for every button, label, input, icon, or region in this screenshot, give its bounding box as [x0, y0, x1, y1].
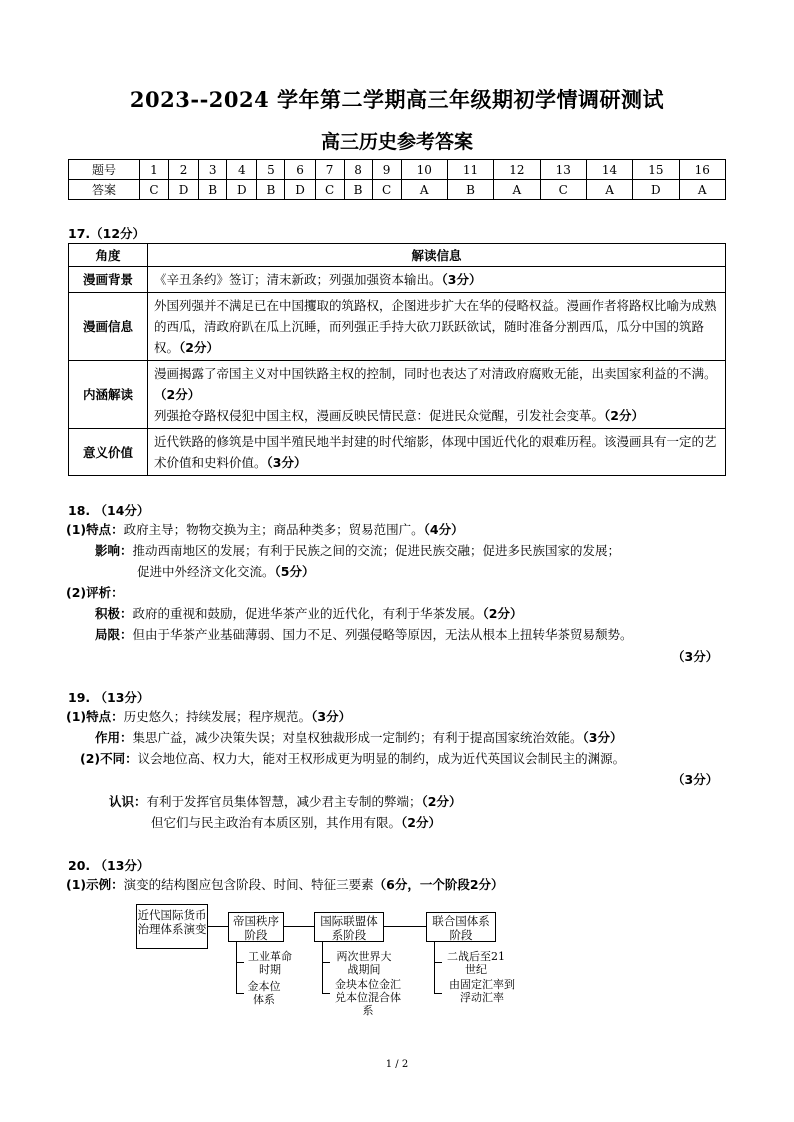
- answer-cell: B: [199, 180, 227, 200]
- q19-line: [109, 791, 461, 812]
- q17-row-key: 内涵解读: [69, 361, 148, 429]
- diagram-connector: [384, 926, 426, 927]
- q18-label: 局限：: [95, 627, 133, 642]
- q18-text: 促进中外经济文化交流。: [137, 564, 275, 579]
- question-number-cell: 3: [199, 160, 227, 180]
- diagram-leaf: 两次世界大战期间: [336, 950, 392, 976]
- answer-cell: B: [447, 180, 493, 200]
- q17-table: [68, 243, 726, 476]
- q19-text: 议会地位高、权力大，能对王权形成更为明显的制约，成为近代英国议会制民主的渊源。: [137, 751, 626, 766]
- q17-row-content: 近代铁路的修筑是中国半殖民地半封建的时代缩影，体现中国近代化的艰难历程。该漫画具有一定的艺术价值和史料价值。: [154, 434, 717, 470]
- q17-row-score: （3分）: [266, 455, 307, 470]
- answer-cell: A: [401, 180, 447, 200]
- q18-label: (2)评析：: [66, 585, 124, 600]
- q17-header-row: [69, 244, 726, 267]
- q17-row: [69, 361, 726, 429]
- q19-label: 认识：: [109, 794, 147, 809]
- q17-row-key: 意义价值: [69, 429, 148, 476]
- q17-row: [69, 429, 726, 476]
- q18-score: （3分）: [672, 649, 719, 664]
- question-number-cell: 11: [447, 160, 493, 180]
- q17-row-content: 外国列强并不满足已在中国攫取的筑路权，企图进步扩大在华的侵略权益。漫画作者将路权比喻为成熟的西瓜，清政府趴在瓜上沉睡，而列强正手持大砍刀跃跃欲试，随时准备分割西瓜，瓜分中国的筑路权。: [154, 298, 717, 355]
- q17-row-text: [148, 293, 726, 361]
- answer-cell: C: [540, 180, 586, 200]
- diagram-leaf: 金本位体系: [247, 980, 281, 1006]
- q19-label: (2)不同：: [80, 751, 138, 766]
- diagram-root-node: 近代国际货币治理体系演变: [136, 904, 208, 949]
- q18-score: （2分）: [482, 606, 523, 621]
- q19-label: 作用：: [95, 730, 133, 745]
- q18-score: （4分）: [423, 522, 464, 537]
- row-label-answer: 答案: [69, 180, 140, 200]
- answer-cell: C: [315, 180, 344, 200]
- page-subtitle: 高三历史参考答案: [320, 131, 473, 153]
- answer-table: [68, 159, 726, 200]
- page-title: 2023--2024 学年第二学期高三年级期初学情调研测试: [129, 87, 665, 112]
- q17-row-key: 漫画背景: [69, 267, 148, 293]
- q20-heading: 20. （13分）: [68, 858, 150, 873]
- question-number-cell: 7: [315, 160, 344, 180]
- question-number-cell: 1: [140, 160, 169, 180]
- diagram-connector: [236, 993, 244, 994]
- q18-score: （5分）: [274, 564, 315, 579]
- q19-line: [95, 727, 622, 748]
- diagram-connector: [434, 962, 442, 963]
- answer-cell: D: [285, 180, 315, 200]
- answer-table-number-row: [69, 160, 726, 180]
- question-number-cell: 6: [285, 160, 315, 180]
- diagram-connector: [236, 942, 237, 994]
- q19-score: （3分）: [582, 730, 623, 745]
- diagram-connector: [322, 962, 330, 963]
- question-number-cell: 16: [679, 160, 725, 180]
- diagram-connector: [434, 993, 442, 994]
- q19-score: （2分）: [401, 815, 441, 830]
- diagram-connector: [208, 926, 229, 927]
- q17-row-text: [148, 267, 726, 293]
- diagram-connector: [434, 942, 435, 994]
- question-number-cell: 15: [633, 160, 679, 180]
- q17-heading: 17.（12分）: [68, 226, 146, 241]
- diagram-stage-node: 帝国秩序阶段: [228, 912, 284, 942]
- q20-line: [66, 874, 504, 895]
- question-number-cell: 5: [257, 160, 285, 180]
- question-number-cell: 10: [401, 160, 447, 180]
- answer-cell: A: [494, 180, 540, 200]
- q19-score: （3分）: [311, 709, 352, 724]
- q17-row: [69, 293, 726, 361]
- q18-text: 政府的重视和鼓励，促进华茶产业的近代化，有利于华茶发展。: [132, 606, 483, 621]
- diagram-connector: [322, 942, 323, 994]
- row-label-number: 题号: [69, 160, 140, 180]
- diagram-connector: [236, 962, 244, 963]
- q19-score: （3分）: [672, 772, 719, 787]
- q19-text: 但它们与民主政治有本质区别，其作用有限。: [151, 815, 402, 830]
- q17-row-content: 漫画揭露了帝国主义对中国铁路主权的控制，同时也表达了对清政府腐败无能，出卖国家利益的不满。: [154, 366, 717, 381]
- q18-line: [137, 561, 314, 582]
- diagram-stage-node: 国际联盟体系阶段: [314, 912, 384, 942]
- q18-text: 但由于华茶产业基础薄弱、国力不足、列强侵略等原因，无法从根本上扭转华茶贸易颓势。: [132, 627, 633, 642]
- diagram-leaf: 工业革命时期: [248, 950, 292, 976]
- q19-line: [66, 706, 351, 727]
- q17-row-content-2: 列强抢夺路权侵犯中国主权，漫画反映民情民意：促进民众觉醒，引发社会变革。: [154, 408, 605, 423]
- q17-row: [69, 267, 726, 293]
- q19-text: 历史悠久；持续发展；程序规范。: [123, 709, 312, 724]
- diagram-stage-node: 联合国体系阶段: [426, 912, 496, 942]
- question-number-cell: 12: [494, 160, 540, 180]
- q18-line: [95, 603, 522, 624]
- q18-text: 推动西南地区的发展；有利于民族之间的交流；促进民族交融；促进多民族国家的发展；: [132, 543, 621, 558]
- q17-row-key: 漫画信息: [69, 293, 148, 361]
- q17-row-text: [148, 361, 726, 429]
- answer-cell: B: [344, 180, 372, 200]
- q19-text: 有利于发挥官员集体智慧，减少君主专制的弊端；: [146, 794, 422, 809]
- q19-line: [672, 769, 718, 790]
- q17-col-info: 解读信息: [148, 244, 726, 267]
- answer-cell: A: [679, 180, 725, 200]
- q19-line: [151, 812, 441, 833]
- diagram-connector: [284, 926, 314, 927]
- question-number-cell: 14: [586, 160, 632, 180]
- diagram-leaf: 金块本位金汇兑本位混合体系: [335, 978, 401, 1017]
- q17-row-score-2: （2分）: [604, 408, 644, 423]
- q17-row-score: （2分）: [179, 340, 219, 355]
- answer-cell: C: [140, 180, 169, 200]
- answer-cell: D: [227, 180, 257, 200]
- answer-cell: C: [372, 180, 401, 200]
- q17-row-text: [148, 429, 726, 476]
- q20-text: 演变的结构图应包含阶段、时间、特征三要素: [123, 877, 374, 892]
- q18-label: 影响：: [95, 543, 133, 558]
- diagram-leaf: 由固定汇率到浮动汇率: [449, 978, 515, 1004]
- q18-line: [66, 519, 464, 540]
- q18-text: 政府主导；物物交换为主；商品种类多；贸易范围广。: [123, 522, 424, 537]
- q19-label: (1)特点：: [66, 709, 124, 724]
- q19-heading: 19. （13分）: [68, 690, 150, 705]
- q17-col-angle: 角度: [69, 244, 148, 267]
- q18-line: [672, 646, 718, 667]
- q19-text: 集思广益，减少决策失误；对皇权独裁形成一定制约；有利于提高国家统治效能。: [132, 730, 583, 745]
- q20-label: (1)示例：: [66, 877, 124, 892]
- question-number-cell: 8: [344, 160, 372, 180]
- q18-line: [95, 540, 620, 561]
- question-number-cell: 4: [227, 160, 257, 180]
- question-number-cell: 13: [540, 160, 586, 180]
- q18-line: [66, 582, 124, 603]
- q18-label: 积极：: [95, 606, 133, 621]
- q19-score: （2分）: [421, 794, 462, 809]
- question-number-cell: 9: [372, 160, 401, 180]
- answer-cell: D: [168, 180, 198, 200]
- answer-table-answer-row: [69, 180, 726, 200]
- q19-line: [80, 748, 625, 769]
- diagram-leaf: 二战后至21世纪: [447, 950, 505, 976]
- answer-cell: A: [586, 180, 632, 200]
- q17-row-score: （3分）: [441, 272, 482, 287]
- q17-row-score: （2分）: [154, 387, 201, 402]
- page-number: 1 / 2: [385, 1059, 409, 1070]
- q17-row-content: 《辛丑条约》签订；清末新政；列强加强资本输出。: [154, 272, 442, 287]
- q18-heading: 18. （14分）: [68, 503, 150, 518]
- diagram-connector: [322, 993, 330, 994]
- q18-line: [95, 624, 633, 645]
- answer-cell: D: [633, 180, 679, 200]
- q18-label: (1)特点：: [66, 522, 124, 537]
- question-number-cell: 2: [168, 160, 198, 180]
- answer-cell: B: [257, 180, 285, 200]
- q20-score: （6分，一个阶段2分）: [373, 877, 504, 892]
